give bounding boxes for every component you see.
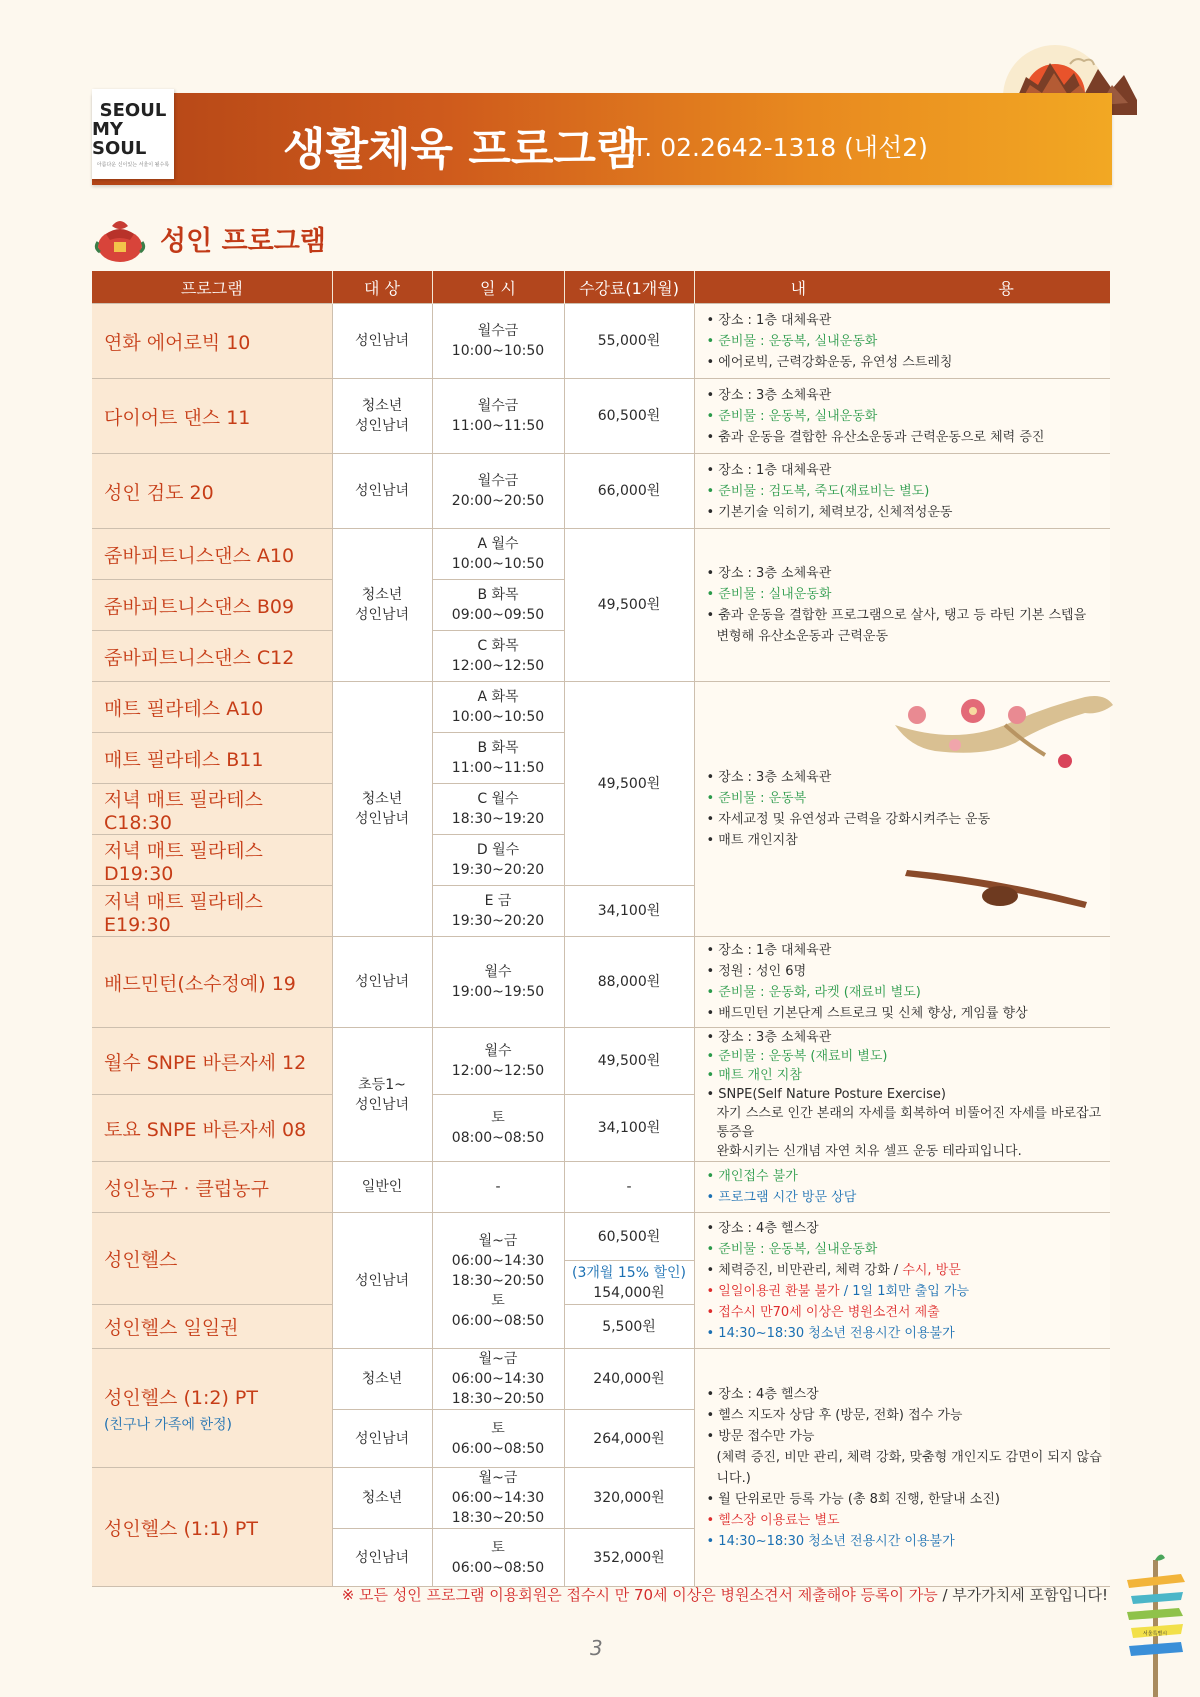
content-cell bbox=[694, 1028, 1110, 1162]
phone-number: T. 02.2642-1318 (내선2) bbox=[632, 133, 928, 162]
content-line: • 준비물 : 운동복, 실내운동화 bbox=[706, 333, 878, 349]
content-line: • 장소 : 1층 대체육관 bbox=[706, 943, 832, 958]
schedule-cell bbox=[432, 1028, 564, 1095]
target-line: 성인남녀 bbox=[354, 418, 410, 434]
table-row bbox=[92, 379, 1110, 454]
content-line: 완화시키는 신개념 자연 치유 셀프 운동 테라피입니다. bbox=[716, 1144, 1022, 1159]
schedule-day: 토 bbox=[491, 1292, 505, 1309]
schedule-day: 월수금 bbox=[477, 473, 519, 489]
schedule-time: 18:30~20:50 bbox=[451, 1272, 545, 1289]
target-line: 성인남녀 bbox=[354, 1096, 410, 1113]
schedule-cell: - bbox=[432, 1162, 564, 1213]
schedule-day: 토 bbox=[491, 1110, 505, 1126]
header-content-1: 내 bbox=[790, 278, 807, 298]
content-cell bbox=[694, 454, 1110, 529]
content-line: • 준비물 : 운동복 bbox=[706, 791, 807, 806]
table-row bbox=[92, 1162, 1110, 1213]
target-line: 초등1~ bbox=[358, 1076, 406, 1093]
logo-tagline: 아름다운 신이있는 서울이 될수록 bbox=[96, 161, 170, 168]
logo-line2: MY SOUL bbox=[92, 118, 147, 159]
content-line: • 헬스 지도자 상담 후 (방문, 전화) 접수 가능 bbox=[706, 1407, 963, 1423]
header-content bbox=[694, 271, 1110, 304]
schedule-cell bbox=[432, 1349, 564, 1410]
page-number: 3 bbox=[590, 1636, 603, 1660]
fee-cell: 320,000원 bbox=[564, 1468, 694, 1529]
schedule-time: 06:00~08:50 bbox=[451, 1312, 545, 1329]
content-line: • 장소 : 3층 소체육관 bbox=[706, 387, 832, 403]
schedule-cell bbox=[432, 1529, 564, 1587]
fee-monthly: 60,500원 bbox=[565, 1214, 694, 1261]
program-name: 줌바피트니스댄스 B09 bbox=[92, 580, 332, 631]
table-row bbox=[92, 937, 1110, 1028]
target-line: 성인남녀 bbox=[354, 607, 410, 623]
schedule-cell bbox=[432, 304, 564, 379]
schedule-time: 06:00~14:30 bbox=[451, 1490, 545, 1506]
schedule-day: B 화목 bbox=[477, 587, 519, 603]
schedule-cell bbox=[432, 454, 564, 529]
content-line: • 기본기술 익히기, 체력보강, 신체적성운동 bbox=[706, 504, 953, 520]
program-name: 연화 에어로빅 10 bbox=[92, 304, 332, 379]
content-line bbox=[707, 1281, 1107, 1302]
content-line bbox=[707, 1260, 1107, 1281]
schedule-day: B 화목 bbox=[477, 740, 519, 756]
content-line: • 월 단위로만 등록 가능 (총 8회 진행, 한달내 소진) bbox=[706, 1491, 1000, 1507]
program-name: 다이어트 댄스 11 bbox=[92, 379, 332, 454]
fee-cell: 66,000원 bbox=[564, 454, 694, 529]
content-cell bbox=[694, 1162, 1110, 1213]
program-name: 저녁 매트 필라테스 E19:30 bbox=[92, 886, 332, 937]
content-cell bbox=[694, 529, 1110, 682]
schedule-time: 19:00~19:50 bbox=[451, 984, 545, 1000]
schedule-day: A 화목 bbox=[477, 689, 519, 705]
fee-discount-note: (3개월 15% 할인) bbox=[572, 1265, 686, 1281]
lucky-pouch-icon bbox=[94, 212, 146, 264]
program-name: 성인 검도 20 bbox=[92, 454, 332, 529]
content-line: • 춤과 운동을 결합한 유산소운동과 근력운동으로 체력 증진 bbox=[706, 429, 1045, 445]
content-line: • SNPE(Self Nature Posture Exercise) bbox=[706, 1087, 946, 1102]
target-cell: 성인남녀 bbox=[332, 1529, 432, 1587]
schedule-day: E 금 bbox=[484, 893, 512, 909]
target-cell bbox=[332, 682, 432, 937]
fee-cell: 352,000원 bbox=[564, 1529, 694, 1587]
page-title: 생활체육 프로그램 bbox=[283, 124, 639, 175]
fee-cell: 264,000원 bbox=[564, 1410, 694, 1468]
header-program: 프로그램 bbox=[92, 271, 332, 304]
fee-cell: 49,500원 bbox=[564, 1028, 694, 1095]
schedule-time: 06:00~14:30 bbox=[451, 1371, 545, 1387]
header-target: 대 상 bbox=[332, 271, 432, 304]
table-row bbox=[92, 1349, 1110, 1410]
target-line: 청소년 bbox=[361, 398, 403, 414]
content-line: • 장소 : 1층 대체육관 bbox=[706, 462, 832, 478]
schedule-day: C 월수 bbox=[477, 791, 519, 807]
content-line: • 준비물 : 실내운동화 bbox=[706, 587, 832, 602]
content-line: • 배드민턴 기본단계 스트로크 및 신체 향상, 게임률 향상 bbox=[706, 1006, 1028, 1021]
header-fee: 수강료(1개월) bbox=[564, 271, 694, 304]
program-table bbox=[92, 271, 1110, 1587]
target-line: 성인남녀 bbox=[354, 811, 410, 827]
program-name: 배드민턴(소수정예) 19 bbox=[92, 937, 332, 1028]
fee-cell: 240,000원 bbox=[564, 1349, 694, 1410]
footnote bbox=[342, 1584, 1108, 1605]
target-cell: 성인남녀 bbox=[332, 304, 432, 379]
schedule-time: 20:00~20:50 bbox=[451, 493, 545, 509]
content-line: • 매트 개인 지참 bbox=[706, 1068, 802, 1083]
schedule-cell bbox=[432, 631, 564, 682]
program-name: 성인농구 · 클럽농구 bbox=[92, 1162, 332, 1213]
content-line: • 14:30~18:30 청소년 전용시간 이용불가 bbox=[706, 1325, 955, 1341]
content-line: • 준비물 : 운동복, 실내운동화 bbox=[706, 408, 878, 424]
target-cell bbox=[332, 529, 432, 682]
header-content-2: 용 bbox=[998, 278, 1014, 298]
schedule-time: 11:00~11:50 bbox=[451, 418, 545, 434]
target-cell: 성인남녀 bbox=[332, 937, 432, 1028]
content-line: • 장소 : 3층 소체육관 bbox=[706, 566, 832, 581]
target-line: 청소년 bbox=[361, 791, 403, 807]
schedule-time: 12:00~12:50 bbox=[451, 1063, 545, 1079]
program-name: 줌바피트니스댄스 C12 bbox=[92, 631, 332, 682]
schedule-time: 19:30~20:20 bbox=[451, 913, 545, 929]
program-name bbox=[92, 1349, 332, 1468]
target-cell bbox=[332, 1028, 432, 1162]
program-name: 매트 필라테스 A10 bbox=[92, 682, 332, 733]
content-cell bbox=[694, 1349, 1110, 1587]
fee-cell: 88,000원 bbox=[564, 937, 694, 1028]
schedule-time: 06:00~08:50 bbox=[451, 1559, 545, 1576]
table-row bbox=[92, 454, 1110, 529]
table-row bbox=[92, 1213, 1110, 1305]
program-name-text: 성인헬스 (1:2) PT bbox=[104, 1386, 258, 1409]
schedule-day: 토 bbox=[491, 1539, 505, 1556]
fee-cell: - bbox=[564, 1162, 694, 1213]
program-name: 토요 SNPE 바른자세 08 bbox=[92, 1095, 332, 1162]
schedule-day: C 화목 bbox=[477, 638, 519, 654]
schedule-cell bbox=[432, 1095, 564, 1162]
fee-quarterly: 154,000원 bbox=[593, 1285, 665, 1301]
schedule-cell bbox=[432, 835, 564, 886]
target-line: 청소년 bbox=[361, 587, 403, 603]
schedule-cell bbox=[432, 379, 564, 454]
content-line: • 에어로빅, 근력강화운동, 유연성 스트레칭 bbox=[706, 354, 953, 370]
content-line: • 개인접수 불가 bbox=[706, 1169, 798, 1184]
schedule-day: 월~금 bbox=[478, 1232, 518, 1249]
target-cell: 성인남녀 bbox=[332, 454, 432, 529]
content-line: (체력 증진, 비만 관리, 체력 강화, 맞춤형 개인지도 감면이 되지 않습니다.) bbox=[716, 1449, 1102, 1486]
program-note: (친구나 가족에 한정) bbox=[104, 1416, 233, 1433]
fee-cell bbox=[564, 1213, 694, 1305]
program-name: 저녁 매트 필라테스 D19:30 bbox=[92, 835, 332, 886]
schedule-time: 18:30~19:20 bbox=[451, 811, 545, 827]
content-line: • 장소 : 4층 헬스장 bbox=[706, 1220, 819, 1236]
content-line: • 프로그램 시간 방문 상담 bbox=[706, 1190, 857, 1205]
schedule-day: 월수금 bbox=[477, 323, 519, 339]
content-cell bbox=[694, 1213, 1110, 1349]
content-line: • 준비물 : 운동화, 라켓 (재료비 별도) bbox=[706, 985, 921, 1000]
schedule-cell bbox=[432, 682, 564, 733]
program-name: 줌바피트니스댄스 A10 bbox=[92, 529, 332, 580]
content-line: • 방문 접수만 가능 bbox=[706, 1428, 815, 1444]
content-cell bbox=[694, 937, 1110, 1028]
balance-board-decoration bbox=[905, 860, 1090, 910]
content-part: / 1일 1회만 출입 가능 bbox=[839, 1283, 970, 1299]
table-row bbox=[92, 304, 1110, 379]
schedule-day: 월수 bbox=[484, 964, 512, 980]
content-cell bbox=[694, 304, 1110, 379]
signpost-decoration bbox=[1125, 1550, 1187, 1697]
fee-cell: 49,500원 bbox=[564, 529, 694, 682]
schedule-cell bbox=[432, 1213, 564, 1349]
content-line: • 접수시 만70세 이상은 병원소견서 제출 bbox=[706, 1304, 940, 1320]
content-part: • 체력증진, 비만관리, 체력 강화 / bbox=[706, 1262, 903, 1278]
table-row bbox=[92, 1028, 1110, 1095]
schedule-day: D 월수 bbox=[476, 842, 520, 858]
target-cell: 일반인 bbox=[332, 1162, 432, 1213]
content-line: • 헬스장 이용료는 별도 bbox=[706, 1512, 840, 1528]
schedule-day: 월수 bbox=[484, 1043, 512, 1059]
schedule-time: 08:00~08:50 bbox=[451, 1130, 545, 1146]
target-cell: 청소년 bbox=[332, 1349, 432, 1410]
content-line: • 준비물 : 운동복 (재료비 별도) bbox=[706, 1049, 888, 1064]
content-cell bbox=[694, 379, 1110, 454]
table-row bbox=[92, 529, 1110, 580]
content-line: 자기 스스로 인간 본래의 자세를 회복하여 비뚤어진 자세를 바로잡고 통증을 bbox=[716, 1106, 1102, 1140]
target-cell: 성인남녀 bbox=[332, 1213, 432, 1349]
program-name: 성인헬스 (1:1) PT bbox=[92, 1468, 332, 1587]
schedule-time: 10:00~10:50 bbox=[451, 556, 545, 572]
schedule-time: 19:30~20:20 bbox=[451, 862, 545, 878]
schedule-time: 10:00~10:50 bbox=[451, 709, 545, 725]
content-line: • 춤과 운동을 결합한 프로그램으로 살사, 탱고 등 라틴 기본 스텝을 bbox=[706, 608, 1087, 623]
footnote-main: ※ 모든 성인 프로그램 이용회원은 접수시 만 70세 이상은 병원소견서 제출해야 등록이 가능 bbox=[341, 1586, 938, 1604]
fee-cell: 60,500원 bbox=[564, 379, 694, 454]
content-part: • 일일이용권 환불 불가 bbox=[706, 1283, 840, 1299]
schedule-day: 월수금 bbox=[477, 398, 519, 414]
schedule-day: 월~금 bbox=[478, 1470, 518, 1486]
content-line: • 정원 : 성인 6명 bbox=[706, 964, 807, 979]
schedule-day: A 월수 bbox=[477, 536, 519, 552]
content-line: • 준비물 : 검도복, 죽도(재료비는 별도) bbox=[706, 483, 930, 499]
fee-cell: 55,000원 bbox=[564, 304, 694, 379]
table-header-row bbox=[92, 271, 1110, 304]
schedule-cell bbox=[432, 886, 564, 937]
schedule-time: 11:00~11:50 bbox=[451, 760, 545, 776]
section-title: 성인 프로그램 bbox=[160, 226, 326, 257]
signpost-text: 서울특별시 bbox=[1142, 1631, 1168, 1637]
content-line: • 준비물 : 운동복, 실내운동화 bbox=[706, 1241, 878, 1257]
schedule-cell bbox=[432, 784, 564, 835]
schedule-time: 18:30~20:50 bbox=[451, 1391, 545, 1407]
seoul-my-soul-logo bbox=[92, 89, 174, 179]
header-schedule: 일 시 bbox=[432, 271, 564, 304]
content-line: • 매트 개인지참 bbox=[706, 833, 798, 848]
content-line: • 14:30~18:30 청소년 전용시간 이용불가 bbox=[706, 1533, 955, 1549]
program-name: 성인헬스 일일권 bbox=[92, 1305, 332, 1349]
program-name: 월수 SNPE 바른자세 12 bbox=[92, 1028, 332, 1095]
fee-cell: 34,100원 bbox=[564, 886, 694, 937]
plum-blossom-branch-decoration bbox=[895, 685, 1115, 775]
schedule-cell bbox=[432, 580, 564, 631]
schedule-cell bbox=[432, 733, 564, 784]
target-cell: 청소년 bbox=[332, 1468, 432, 1529]
fee-cell: 5,500원 bbox=[564, 1305, 694, 1349]
content-line: • 장소 : 4층 헬스장 bbox=[706, 1386, 819, 1402]
schedule-time: 10:00~10:50 bbox=[451, 343, 545, 359]
schedule-day: 월~금 bbox=[478, 1351, 518, 1367]
program-name: 성인헬스 bbox=[92, 1213, 332, 1305]
schedule-day: 토 bbox=[491, 1420, 505, 1437]
content-line: • 장소 : 1층 대체육관 bbox=[706, 312, 832, 328]
program-name: 저녁 매트 필라테스 C18:30 bbox=[92, 784, 332, 835]
content-line: • 자세교정 및 유연성과 근력을 강화시켜주는 운동 bbox=[706, 812, 991, 827]
target-cell: 성인남녀 bbox=[332, 1410, 432, 1468]
content-part: 수시, 방문 bbox=[902, 1262, 961, 1278]
logo-line1: SEOUL bbox=[99, 99, 167, 121]
schedule-time: 18:30~20:50 bbox=[451, 1510, 545, 1526]
content-line: • 장소 : 3층 소체육관 bbox=[706, 770, 832, 785]
program-name: 매트 필라테스 B11 bbox=[92, 733, 332, 784]
schedule-time: 09:00~09:50 bbox=[451, 607, 545, 623]
schedule-cell bbox=[432, 937, 564, 1028]
schedule-cell bbox=[432, 529, 564, 580]
target-cell bbox=[332, 379, 432, 454]
schedule-time: 06:00~08:50 bbox=[451, 1440, 545, 1457]
schedule-time: 06:00~14:30 bbox=[451, 1252, 545, 1269]
footnote-tail: / 부가가치세 포함입니다! bbox=[937, 1586, 1108, 1604]
schedule-cell bbox=[432, 1410, 564, 1468]
schedule-time: 12:00~12:50 bbox=[451, 658, 545, 674]
schedule-cell bbox=[432, 1468, 564, 1529]
content-line: 변형해 유산소운동과 근력운동 bbox=[716, 629, 889, 644]
fee-cell: 49,500원 bbox=[564, 682, 694, 886]
content-line: • 장소 : 3층 소체육관 bbox=[706, 1030, 832, 1045]
fee-cell: 34,100원 bbox=[564, 1095, 694, 1162]
